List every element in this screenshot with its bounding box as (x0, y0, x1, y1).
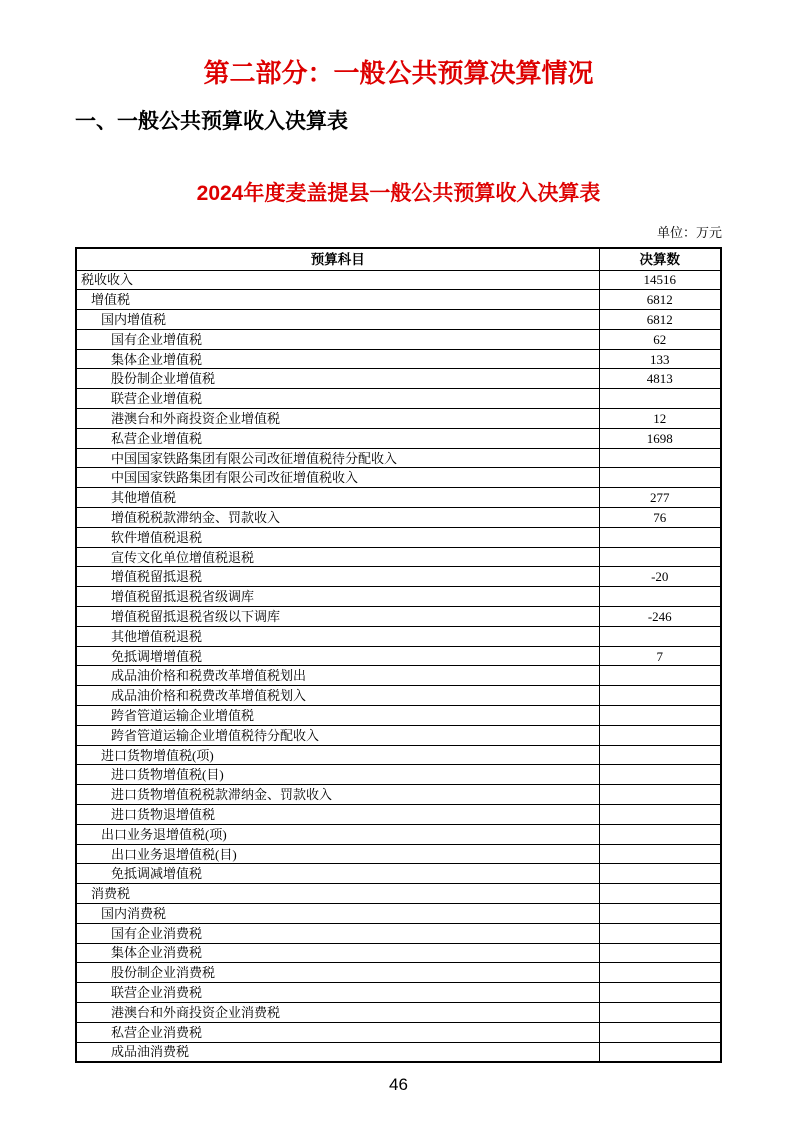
budget-item-value: 14516 (599, 270, 721, 290)
budget-item-label: 股份制企业消费税 (76, 963, 599, 983)
budget-item-value: 133 (599, 349, 721, 369)
table-row (76, 646, 721, 666)
table-row (76, 349, 721, 369)
budget-item-label: 国内增值税 (76, 310, 599, 330)
table-row (76, 725, 721, 745)
budget-item-label: 出口业务退增值税(目) (76, 844, 599, 864)
table-row (76, 547, 721, 567)
budget-item-value (599, 824, 721, 844)
budget-item-label: 中国国家铁路集团有限公司改征增值税待分配收入 (76, 448, 599, 468)
table-row (76, 765, 721, 785)
budget-item-value: 7 (599, 646, 721, 666)
table-row (76, 1002, 721, 1022)
budget-item-value: 76 (599, 508, 721, 528)
budget-item-label: 进口货物增值税(目) (76, 765, 599, 785)
budget-item-value (599, 745, 721, 765)
section-title: 第二部分：一般公共预算决算情况 (203, 59, 594, 88)
budget-item-label: 港澳台和外商投资企业增值税 (76, 409, 599, 429)
budget-item-label: 其他增值税 (76, 488, 599, 508)
table-row (76, 587, 721, 607)
budget-item-label: 集体企业增值税 (76, 349, 599, 369)
budget-item-value (599, 725, 721, 745)
table-row (76, 468, 721, 488)
budget-item-label: 免抵调增增值税 (76, 646, 599, 666)
budget-item-value: -246 (599, 607, 721, 627)
budget-item-value: -20 (599, 567, 721, 587)
budget-item-value: 277 (599, 488, 721, 508)
table-row (76, 923, 721, 943)
table-row (76, 884, 721, 904)
table-row (76, 943, 721, 963)
budget-item-value (599, 686, 721, 706)
table-row (76, 706, 721, 726)
table-header-row (76, 248, 721, 270)
table-row (76, 805, 721, 825)
table-row (76, 389, 721, 409)
table-row (76, 488, 721, 508)
page-number: 46 (389, 1074, 408, 1094)
budget-item-label: 宣传文化单位增值税退税 (76, 547, 599, 567)
budget-item-value: 6812 (599, 310, 721, 330)
budget-item-label: 跨省管道运输企业增值税 (76, 706, 599, 726)
budget-item-label: 进口货物增值税(项) (76, 745, 599, 765)
budget-item-value (599, 389, 721, 409)
budget-item-value (599, 943, 721, 963)
table-row (76, 904, 721, 924)
table-row (76, 745, 721, 765)
table-row (76, 626, 721, 646)
budget-item-label: 消费税 (76, 884, 599, 904)
table-row (76, 666, 721, 686)
budget-item-value: 6812 (599, 290, 721, 310)
budget-item-label: 增值税 (76, 290, 599, 310)
budget-item-label: 国内消费税 (76, 904, 599, 924)
budget-item-label: 税收收入 (76, 270, 599, 290)
table-row (76, 785, 721, 805)
budget-item-label: 港澳台和外商投资企业消费税 (76, 1002, 599, 1022)
table-row (76, 844, 721, 864)
budget-item-label: 私营企业增值税 (76, 428, 599, 448)
budget-item-label: 股份制企业增值税 (76, 369, 599, 389)
column-header-subject: 预算科目 (76, 248, 599, 270)
budget-item-value (599, 805, 721, 825)
budget-item-value (599, 448, 721, 468)
budget-item-label: 成品油价格和税费改革增值税划出 (76, 666, 599, 686)
budget-item-value (599, 527, 721, 547)
table-row (76, 824, 721, 844)
budget-item-value (599, 1042, 721, 1062)
budget-item-label: 增值税税款滞纳金、罚款收入 (76, 508, 599, 528)
budget-item-label: 增值税留抵退税省级调库 (76, 587, 599, 607)
budget-item-value (599, 547, 721, 567)
budget-item-value (599, 785, 721, 805)
table-row (76, 310, 721, 330)
budget-item-label: 成品油价格和税费改革增值税划入 (76, 686, 599, 706)
budget-item-label: 国有企业增值税 (76, 329, 599, 349)
budget-item-value: 62 (599, 329, 721, 349)
budget-item-value: 12 (599, 409, 721, 429)
budget-item-label: 私营企业消费税 (76, 1022, 599, 1042)
budget-item-label: 进口货物增值税税款滞纳金、罚款收入 (76, 785, 599, 805)
subsection-heading: 一、一般公共预算收入决算表 (75, 110, 348, 133)
table-row (76, 1022, 721, 1042)
budget-item-value (599, 983, 721, 1003)
table-title: 2024年度麦盖提县一般公共预算收入决算表 (196, 182, 601, 205)
table-row (76, 527, 721, 547)
budget-item-value (599, 587, 721, 607)
table-row (76, 567, 721, 587)
budget-item-label: 联营企业消费税 (76, 983, 599, 1003)
table-row (76, 864, 721, 884)
table-row (76, 290, 721, 310)
column-header-amount: 决算数 (599, 248, 721, 270)
budget-item-value (599, 626, 721, 646)
table-row (76, 607, 721, 627)
table-row (76, 409, 721, 429)
budget-item-value (599, 1022, 721, 1042)
table-row (76, 983, 721, 1003)
budget-item-value (599, 923, 721, 943)
budget-item-value (599, 864, 721, 884)
budget-item-value (599, 666, 721, 686)
table-row (76, 686, 721, 706)
table-row (76, 270, 721, 290)
table-body (76, 270, 721, 1062)
budget-item-label: 跨省管道运输企业增值税待分配收入 (76, 725, 599, 745)
budget-item-value (599, 963, 721, 983)
budget-item-label: 其他增值税退税 (76, 626, 599, 646)
table-row (76, 428, 721, 448)
budget-item-label: 国有企业消费税 (76, 923, 599, 943)
budget-item-value (599, 706, 721, 726)
budget-item-label: 软件增值税退税 (76, 527, 599, 547)
budget-item-value (599, 844, 721, 864)
budget-item-label: 进口货物退增值税 (76, 805, 599, 825)
budget-item-value: 4813 (599, 369, 721, 389)
budget-item-label: 联营企业增值税 (76, 389, 599, 409)
table-row (76, 1042, 721, 1062)
budget-item-value (599, 765, 721, 785)
budget-item-label: 增值税留抵退税省级以下调库 (76, 607, 599, 627)
budget-item-value (599, 904, 721, 924)
budget-item-label: 增值税留抵退税 (76, 567, 599, 587)
budget-table (75, 247, 722, 1063)
budget-item-value (599, 884, 721, 904)
table-row (76, 329, 721, 349)
budget-item-value: 1698 (599, 428, 721, 448)
budget-item-label: 中国国家铁路集团有限公司改征增值税收入 (76, 468, 599, 488)
table-row (76, 448, 721, 468)
budget-item-label: 成品油消费税 (76, 1042, 599, 1062)
table-row (76, 963, 721, 983)
table-row (76, 508, 721, 528)
budget-item-value (599, 468, 721, 488)
unit-label: 单位：万元 (656, 225, 722, 240)
budget-item-label: 出口业务退增值税(项) (76, 824, 599, 844)
budget-item-label: 免抵调减增值税 (76, 864, 599, 884)
budget-item-label: 集体企业消费税 (76, 943, 599, 963)
table-row (76, 369, 721, 389)
budget-item-value (599, 1002, 721, 1022)
